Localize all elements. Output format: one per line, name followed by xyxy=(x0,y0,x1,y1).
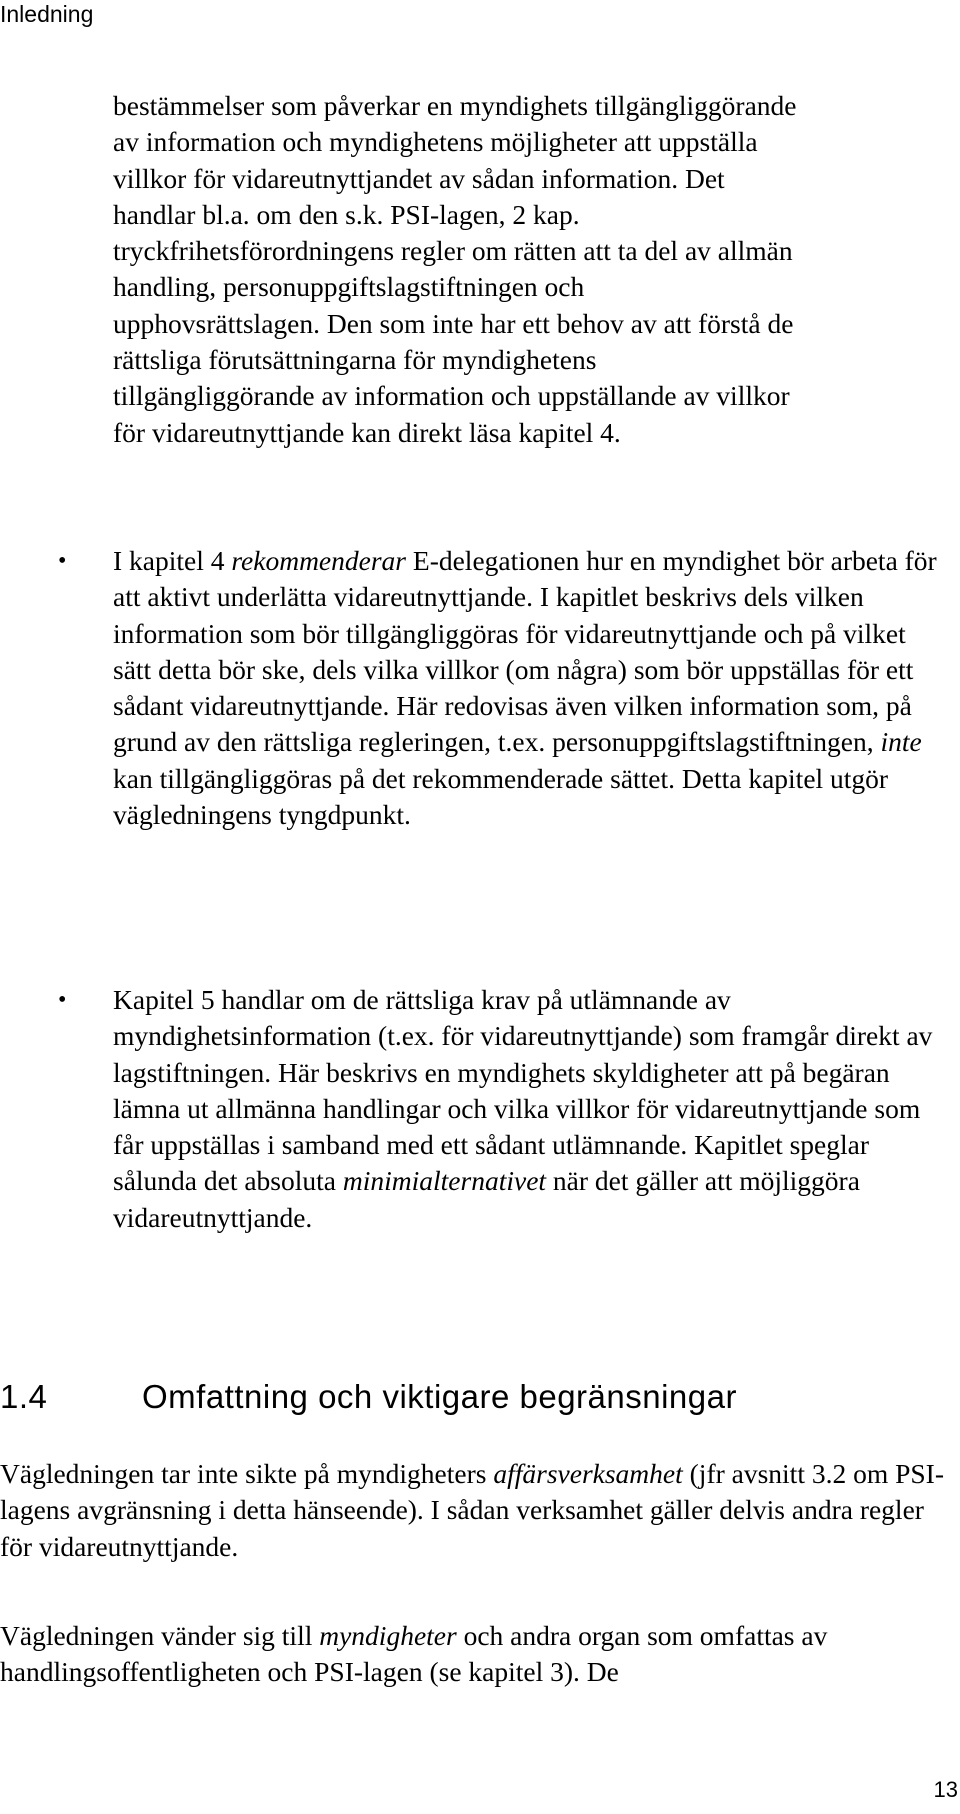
emphasis-text: inte xyxy=(880,726,922,758)
running-header-chapter-title: Inledning xyxy=(0,1,94,27)
bullet-text: när det gäller att möjliggöra vidareutnyttjande. xyxy=(113,1165,860,1233)
section-title: Omfattning och viktigare begränsningar xyxy=(142,1378,737,1415)
intro-line: tillgängliggörande av information och uppställande av villkor xyxy=(113,380,790,412)
intro-line: handlar bl.a. om den s.k. PSI-lagen, 2 kap. xyxy=(113,198,580,230)
emphasis-text: affärsverksamhet xyxy=(493,1458,683,1489)
bullet-paragraph-chapter5 xyxy=(113,982,948,1236)
bullet-text: kan tillgängliggöras på det rekommenderade sättet. Detta kapitel utgör vägledningens tyngdpunkt. xyxy=(113,762,889,831)
emphasis-text: minimialternativet xyxy=(342,1165,547,1197)
intro-line: av information och myndighetens möjligheter att uppställa xyxy=(113,126,758,158)
body-paragraph-business xyxy=(0,1456,950,1565)
emphasis-text: myndigheter xyxy=(319,1620,457,1651)
section-number: 1.4 xyxy=(0,1378,48,1415)
intro-line: rättsliga förutsättningarna för myndighetens xyxy=(113,344,597,376)
bullet-marker: • xyxy=(58,548,67,574)
paragraph-text: Vägledningen tar inte sikte på myndigheters xyxy=(0,1458,494,1489)
emphasis-text: rekommenderar xyxy=(231,545,407,576)
section-heading xyxy=(0,1377,737,1417)
paragraph-text: och andra organ som omfattas av handlingsoffentligheten och PSI-lagen (se kapitel 3). De xyxy=(0,1620,828,1688)
intro-line: bestämmelser som påverkar en myndighets tillgängliggörande xyxy=(113,90,797,121)
intro-line: handling, personuppgiftslagstiftningen och xyxy=(113,271,585,303)
page-number: 13 xyxy=(933,1777,958,1802)
intro-line: upphovsrättslagen. Den som inte har ett behov av att förstå de xyxy=(113,307,794,339)
bullet-text: E-delegationen hur en myndighet bör arbeta för att aktivt underlätta vidareutnyttjande. I kapitlet beskrivs dels vilken information som bör tillgängliggöras för vidareutnyttjande och på vilket sätt detta bör ske, dels vilka villkor (om några) som bör uppställas för ett sådant vidareutnyttjande. Här redovisas även vilken information som, på grund av den rättsliga regleringen, t.ex. personuppgiftslagstiftningen, xyxy=(113,545,937,758)
paragraph-text: Vägledningen vänder sig till xyxy=(0,1620,320,1651)
bullet-text: I kapitel 4 xyxy=(113,545,232,576)
intro-line: villkor för vidareutnyttjandet av sådan information. Det xyxy=(113,162,725,194)
bullet-marker: • xyxy=(58,987,67,1013)
bullet-paragraph-chapter4 xyxy=(113,543,948,833)
paragraph-text: (jfr avsnitt 3.2 om PSI-lagens avgränsning i detta hänseende). I sådan verksamhet gäller delvis andra regler för vidareutnyttjande. xyxy=(0,1458,945,1562)
intro-continuation-paragraph xyxy=(113,88,948,451)
bullet-text: Kapitel 5 handlar om de rättsliga krav på utlämnande av myndighetsinformation (t.ex. för vidareutnyttjande) som framgår direkt av lagstiftningen. Här beskrivs en myndighets skyldigheter att på begäran lämna ut allmänna handlingar och vilka villkor för vidareutnyttjande som får uppställas i samband med ett sådant utlämnande. Kapitlet speglar sålunda det absoluta xyxy=(113,984,933,1197)
body-paragraph-scope xyxy=(0,1618,950,1691)
intro-line: för vidareutnyttjande kan direkt läsa kapitel 4. xyxy=(113,416,621,448)
intro-line: tryckfrihetsförordningens regler om rätten att ta del av allmän xyxy=(113,235,793,267)
